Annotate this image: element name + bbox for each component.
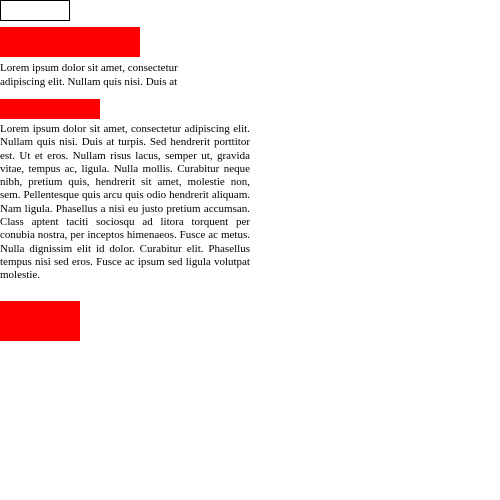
red-block-middle	[0, 99, 100, 119]
clipped-paragraph: Lorem ipsum dolor sit amet, consectetur adipiscing elit. Nullam quis nisi. Duis at	[0, 62, 178, 88]
body-paragraph: Lorem ipsum dolor sit amet, consectetur adipiscing elit. Nullam quis nisi. Duis at turpis. Sed hendrerit porttitor est. Ut et eros. Nullam risus lacus, semper ut, gravida vitae, tempus ac, ligula. Nulla mollis. Curabitur neque nibh, pretium quis, hendrerit sit amet, molestie non, sem. Pellentesque quis arcu quis odio hendrerit aliquam. Nam ligula. Phasellus a nisi eu justo pretium accumsan. Class aptent taciti sociosqu ad litora torquent per conubia nostra, per inceptos himenaeos. Fusce ac metus. Nulla dignissim elit id dolor. Curabitur elit. Phasellus tempus nisi sed eros. Fusce ac ipsum sed ligula volutpat molestie.	[0, 123, 250, 282]
red-block-bottom	[0, 301, 80, 341]
red-block-top	[0, 27, 140, 57]
outlined-box	[0, 0, 70, 21]
